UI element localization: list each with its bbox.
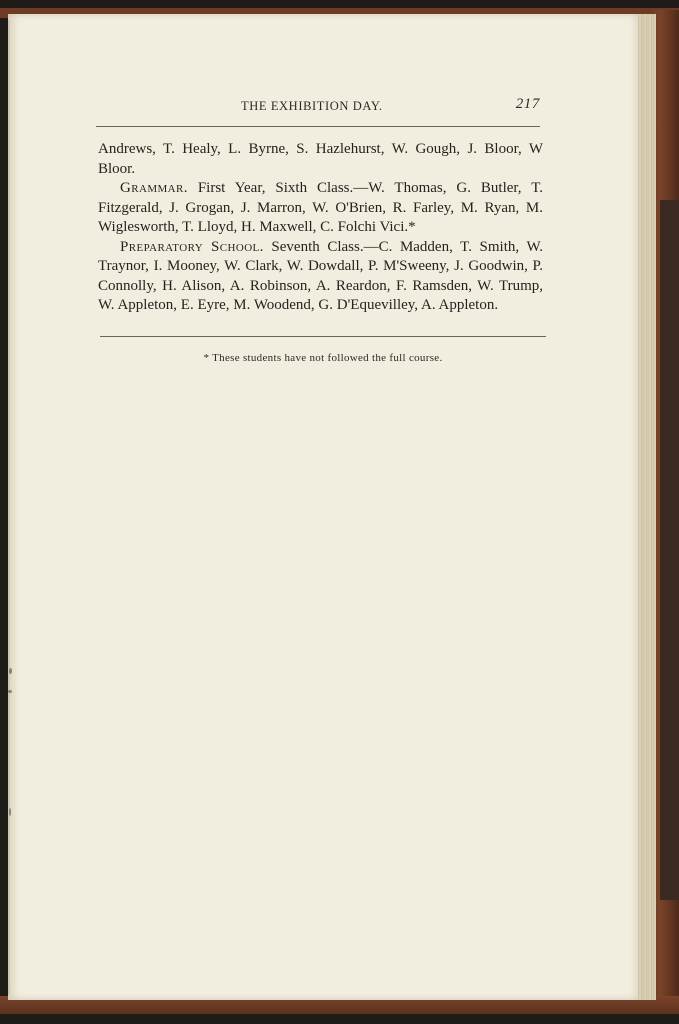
- paragraph-3: [98, 238, 543, 316]
- paper-speck: [9, 808, 11, 816]
- paragraph-2-text: First Year, Sixth Class.—W. Thomas, G. Butler, T. Fitzgerald, J. Grogan, J. Marron, W. O'Brien, R. Farley, M. Ryan, M. Wiglesworth, T. Lloyd, H. Maxwell, C. Folchi Vici.*: [98, 180, 543, 235]
- section-label-preparatory: Preparatory School.: [120, 238, 264, 255]
- paper-speck: [8, 690, 12, 693]
- page-number: 217: [515, 96, 540, 112]
- paragraph-1: Andrews, T. Healy, L. Byrne, S. Hazlehurst, W. Gough, J. Bloor, W Bloor.: [98, 141, 543, 177]
- paper-speck: [9, 668, 12, 674]
- running-title: THE EXHIBITION DAY.: [241, 99, 383, 113]
- book-cover-shadow: [660, 200, 679, 900]
- footnote-rule: [100, 336, 546, 337]
- paragraph-2: [98, 179, 543, 238]
- body-text: [98, 140, 543, 316]
- paragraph-3-text: Seventh Class.—C. Madden, T. Smith, W. Traynor, I. Mooney, W. Clark, W. Dowdall, P. M'Sweeny, J. Goodwin, P. Connolly, H. Alison, A. Robinson, A. Reardon, F. Ramsden, W. Trump, W. Appleton, E. Eyre, M. Woodend, G. D'Equevilley, A. Appleton.: [98, 238, 543, 313]
- running-head: [96, 96, 540, 116]
- section-label-grammar: Grammar.: [120, 180, 188, 196]
- footnote: * These students have not followed the full course.: [203, 352, 443, 364]
- header-rule: [96, 126, 540, 127]
- gutter-line: [8, 20, 10, 995]
